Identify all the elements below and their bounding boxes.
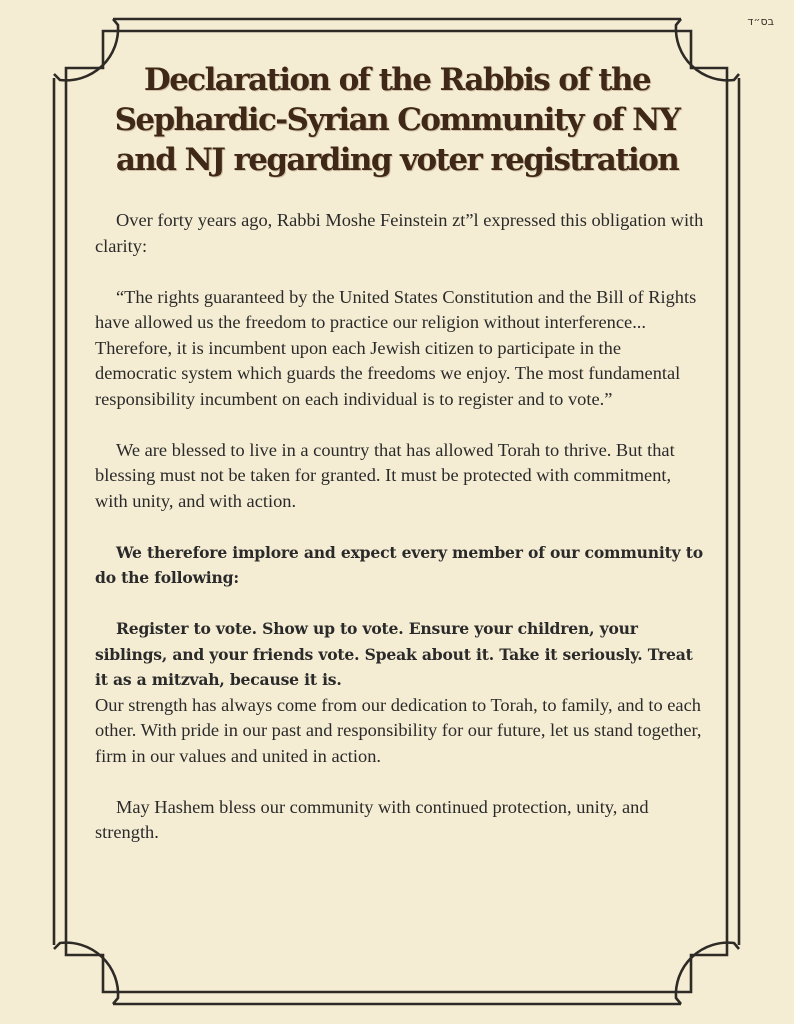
paragraph-blessing: May Hashem bless our community with continued protection, unity, and strength. [95, 796, 649, 842]
outer-corner-bottom-left [54, 943, 118, 1004]
paragraph-action: Register to vote. Show up to vote. Ensure your children, your siblings, and your friends vote. Speak about it. Take it seriously. Treat it as a mitzvah, because it is. [95, 619, 693, 689]
paragraph-intro: Over forty years ago, Rabbi Moshe Feinstein zt”l expressed this obligation with clarity: [95, 210, 704, 256]
paragraph-strength: Our strength has always come from our dedication to Torah, to family, and to each other. With pride in our past and responsibility for our future, let us stand together, firm in our values and united in action. [95, 694, 702, 766]
page-title: Declaration of the Rabbis of the Sephardic-Syrian Community of NY and NJ regarding voter registration [114, 62, 680, 178]
hebrew-header-mark: בס״ד [747, 15, 774, 28]
paragraph-implore: We therefore implore and expect every member of our community to do the following: [95, 542, 703, 587]
declaration-body [95, 208, 705, 871]
outer-corner-bottom-right [676, 943, 739, 1004]
paragraph-blessed: We are blessed to live in a country that has allowed Torah to thrive. But that blessing must not be taken for granted. It must be protected with commitment, with unity, and with action. [95, 439, 675, 511]
paragraph-quote: “The rights guaranteed by the United States Constitution and the Bill of Rights have allowed us the freedom to practice our religion without interference... Therefore, it is incumbent upon each Jewish citizen to participate in the democratic system which guards the freedoms we enjoy. The most fundamental responsibility incumbent on each individual is to register and to vote.” [95, 286, 697, 409]
